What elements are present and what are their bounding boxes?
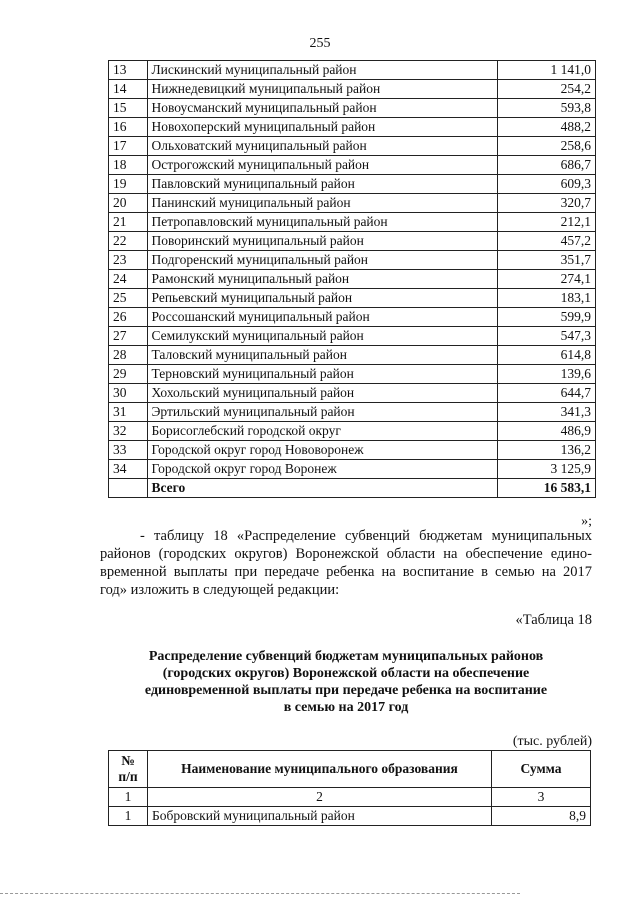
- index-cell: 1: [109, 788, 148, 807]
- row-value: 341,3: [498, 403, 596, 422]
- table-row: [109, 365, 596, 384]
- row-number: 13: [109, 61, 148, 80]
- row-name: Нижнедевицкий муниципальный район: [147, 80, 498, 99]
- table-row: [109, 194, 596, 213]
- row-name: Ольховатский муниципальный район: [147, 137, 498, 156]
- paragraph-line: год» изложить в следующей редакции:: [100, 582, 340, 598]
- row-value: 488,2: [498, 118, 596, 137]
- table-row: [109, 289, 596, 308]
- row-value: 183,1: [498, 289, 596, 308]
- row-value: 136,2: [498, 441, 596, 460]
- row-number: 31: [109, 403, 148, 422]
- paragraph-line: временной выплаты при передаче ребенка на воспитание в семью на 2017: [100, 564, 592, 580]
- row-name: Хохольский муниципальный район: [147, 384, 498, 403]
- table-title-line: в семью на 2017 год: [283, 700, 409, 715]
- row-value: 686,7: [498, 156, 596, 175]
- table-row: [109, 99, 596, 118]
- subvention-table-18: [108, 750, 591, 826]
- table-title-line: Распределение субвенций бюджетам муниципальных районов: [148, 649, 544, 664]
- table-row: [109, 175, 596, 194]
- row-number: 19: [109, 175, 148, 194]
- table-row: [109, 156, 596, 175]
- row-number: 1: [109, 807, 148, 826]
- table-row: [109, 61, 596, 80]
- amendment-paragraph: [100, 527, 592, 599]
- total-label: Всего: [147, 479, 498, 498]
- row-value: 486,9: [498, 422, 596, 441]
- row-value: 320,7: [498, 194, 596, 213]
- table-row: [109, 422, 596, 441]
- row-name: Россошанский муниципальный район: [147, 308, 498, 327]
- row-number: 15: [109, 99, 148, 118]
- table-row: [109, 213, 596, 232]
- subvention-table-continued: [108, 60, 596, 498]
- row-name: Семилукский муниципальный район: [147, 327, 498, 346]
- table-row: [109, 137, 596, 156]
- table-title-line: единовременной выплаты при передаче ребенка на воспитание: [144, 683, 548, 698]
- row-value: 3 125,9: [498, 460, 596, 479]
- row-value: 457,2: [498, 232, 596, 251]
- row-value: 599,9: [498, 308, 596, 327]
- row-number: 21: [109, 213, 148, 232]
- index-cell: 2: [148, 788, 492, 807]
- table-row: [109, 327, 596, 346]
- table-row: [109, 807, 591, 826]
- row-number: 22: [109, 232, 148, 251]
- row-number: 16: [109, 118, 148, 137]
- table-row: [109, 384, 596, 403]
- table-caption: «Таблица 18: [515, 612, 592, 628]
- row-number: 18: [109, 156, 148, 175]
- table-row: [109, 232, 596, 251]
- header-sum: Сумма: [492, 751, 591, 788]
- row-number: 24: [109, 270, 148, 289]
- row-number: 25: [109, 289, 148, 308]
- row-value: 258,6: [498, 137, 596, 156]
- paragraph-line: районов (городских округов) Воронежской области на обеспечение едино-: [100, 546, 592, 562]
- index-row: [109, 788, 591, 807]
- units-label: (тыс. рублей): [512, 734, 592, 749]
- row-number: 17: [109, 137, 148, 156]
- table-row: [109, 346, 596, 365]
- row-name: Поворинский муниципальный район: [147, 232, 498, 251]
- table-row: [109, 441, 596, 460]
- header-name: Наименование муниципального образования: [148, 751, 492, 788]
- row-number: 27: [109, 327, 148, 346]
- total-row: [109, 479, 596, 498]
- total-empty-cell: [109, 479, 148, 498]
- table-row: [109, 251, 596, 270]
- page-bottom-rule: [0, 893, 520, 894]
- row-number: 30: [109, 384, 148, 403]
- row-number: 29: [109, 365, 148, 384]
- table-row: [109, 403, 596, 422]
- row-name: Острогожский муниципальный район: [147, 156, 498, 175]
- row-number: 33: [109, 441, 148, 460]
- table-title: [100, 648, 592, 716]
- row-value: 1 141,0: [498, 61, 596, 80]
- row-name: Городской округ город Воронеж: [147, 460, 498, 479]
- row-value: 274,1: [498, 270, 596, 289]
- table-row: [109, 308, 596, 327]
- row-number: 26: [109, 308, 148, 327]
- header-num: [109, 751, 148, 788]
- row-value: 139,6: [498, 365, 596, 384]
- row-value: 644,7: [498, 384, 596, 403]
- row-value: 614,8: [498, 346, 596, 365]
- table-header-row: [109, 751, 591, 788]
- header-num-line: №: [121, 753, 135, 768]
- row-value: 212,1: [498, 213, 596, 232]
- row-value: 351,7: [498, 251, 596, 270]
- closing-quote: »;: [581, 514, 592, 529]
- row-name: Подгоренский муниципальный район: [147, 251, 498, 270]
- row-number: 34: [109, 460, 148, 479]
- row-name: Городской округ город Нововоронеж: [147, 441, 498, 460]
- total-value: 16 583,1: [498, 479, 596, 498]
- table-row: [109, 118, 596, 137]
- row-value: 254,2: [498, 80, 596, 99]
- index-cell: 3: [492, 788, 591, 807]
- row-value: 8,9: [492, 807, 591, 826]
- row-number: 32: [109, 422, 148, 441]
- paragraph-line: - таблицу 18 «Распределение субвенций бюджетам муниципальных: [140, 528, 592, 544]
- row-name: Репьевский муниципальный район: [147, 289, 498, 308]
- row-name: Новоусманский муниципальный район: [147, 99, 498, 118]
- row-name: Рамонский муниципальный район: [147, 270, 498, 289]
- row-name: Панинский муниципальный район: [147, 194, 498, 213]
- row-name: Эртильский муниципальный район: [147, 403, 498, 422]
- row-name: Таловский муниципальный район: [147, 346, 498, 365]
- row-name: Бобровский муниципальный район: [148, 807, 492, 826]
- table-title-line: (городских округов) Воронежской области на обеспечение: [162, 666, 530, 681]
- page-number: 255: [309, 36, 331, 51]
- header-num-line: п/п: [118, 769, 138, 784]
- row-number: 14: [109, 80, 148, 99]
- row-name: Новохоперский муниципальный район: [147, 118, 498, 137]
- row-value: 609,3: [498, 175, 596, 194]
- table-row: [109, 270, 596, 289]
- row-name: Терновский муниципальный район: [147, 365, 498, 384]
- row-name: Борисоглебский городской округ: [147, 422, 498, 441]
- table-row: [109, 460, 596, 479]
- row-name: Петропавловский муниципальный район: [147, 213, 498, 232]
- row-value: 547,3: [498, 327, 596, 346]
- row-value: 593,8: [498, 99, 596, 118]
- row-number: 20: [109, 194, 148, 213]
- row-name: Лискинский муниципальный район: [147, 61, 498, 80]
- row-number: 23: [109, 251, 148, 270]
- table-row: [109, 80, 596, 99]
- row-name: Павловский муниципальный район: [147, 175, 498, 194]
- row-number: 28: [109, 346, 148, 365]
